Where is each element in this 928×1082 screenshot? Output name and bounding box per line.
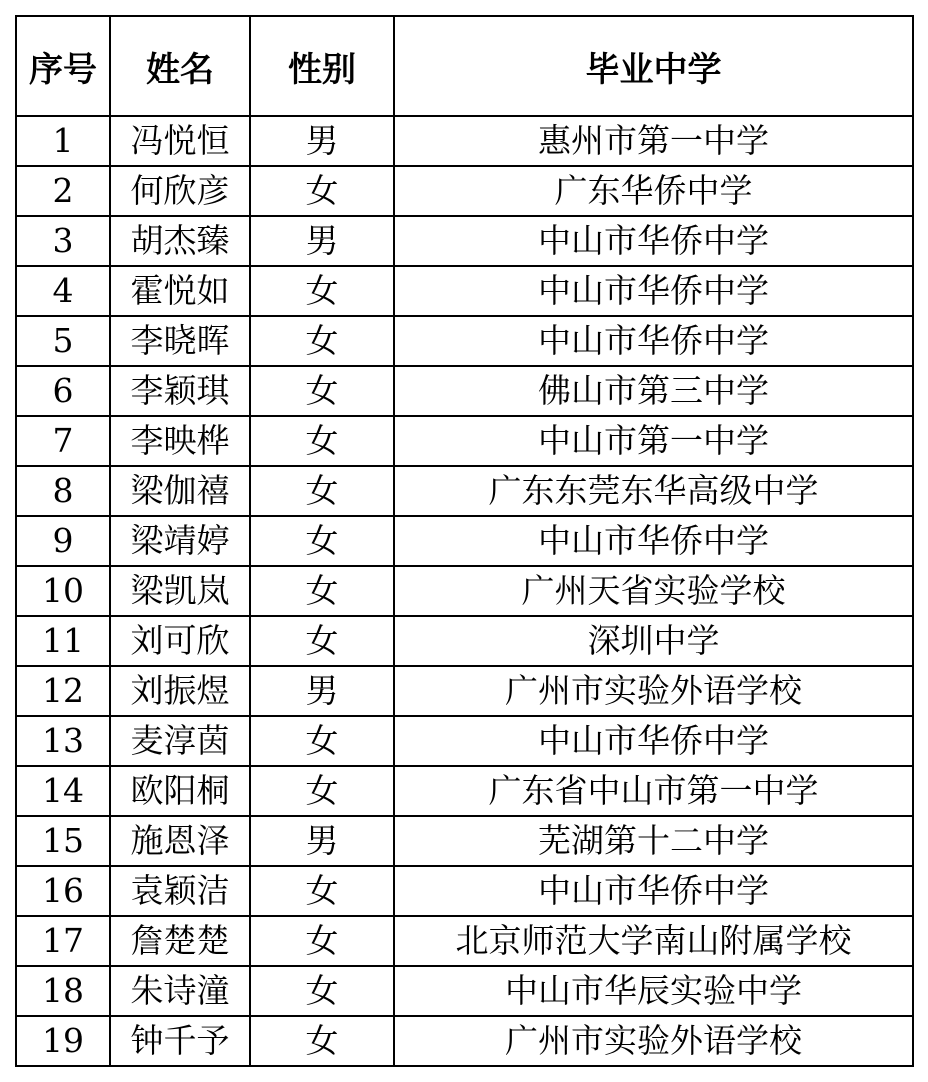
cell-graduated-school: 中山市华侨中学 xyxy=(394,316,913,366)
table-row xyxy=(16,1016,913,1066)
cell-serial-number: 16 xyxy=(16,866,110,916)
cell-serial-number: 6 xyxy=(16,366,110,416)
cell-graduated-school: 中山市华侨中学 xyxy=(394,866,913,916)
cell-serial-number: 13 xyxy=(16,716,110,766)
cell-serial-number: 11 xyxy=(16,616,110,666)
cell-name: 梁凯岚 xyxy=(110,566,250,616)
cell-gender: 男 xyxy=(250,216,394,266)
cell-gender: 女 xyxy=(250,266,394,316)
cell-serial-number: 17 xyxy=(16,916,110,966)
cell-name: 欧阳桐 xyxy=(110,766,250,816)
cell-serial-number: 1 xyxy=(16,116,110,166)
header-name: 姓名 xyxy=(110,16,250,116)
header-graduated-school: 毕业中学 xyxy=(394,16,913,116)
cell-serial-number: 3 xyxy=(16,216,110,266)
table-row xyxy=(16,116,913,166)
cell-name: 袁颖洁 xyxy=(110,866,250,916)
cell-graduated-school: 广州天省实验学校 xyxy=(394,566,913,616)
cell-serial-number: 7 xyxy=(16,416,110,466)
header-row xyxy=(16,16,913,116)
cell-name: 朱诗潼 xyxy=(110,966,250,1016)
table-row xyxy=(16,266,913,316)
cell-name: 刘振煜 xyxy=(110,666,250,716)
table-row xyxy=(16,916,913,966)
cell-name: 冯悦恒 xyxy=(110,116,250,166)
cell-name: 霍悦如 xyxy=(110,266,250,316)
table-body xyxy=(16,116,913,1066)
cell-serial-number: 2 xyxy=(16,166,110,216)
cell-name: 李颖琪 xyxy=(110,366,250,416)
cell-gender: 男 xyxy=(250,816,394,866)
cell-serial-number: 12 xyxy=(16,666,110,716)
table-row xyxy=(16,716,913,766)
cell-gender: 女 xyxy=(250,916,394,966)
table-row xyxy=(16,416,913,466)
cell-graduated-school: 中山市华侨中学 xyxy=(394,716,913,766)
table-row xyxy=(16,566,913,616)
table-header xyxy=(16,16,913,116)
table-row xyxy=(16,216,913,266)
cell-serial-number: 5 xyxy=(16,316,110,366)
cell-gender: 女 xyxy=(250,866,394,916)
table-row xyxy=(16,166,913,216)
cell-graduated-school: 广州市实验外语学校 xyxy=(394,1016,913,1066)
cell-graduated-school: 芜湖第十二中学 xyxy=(394,816,913,866)
cell-gender: 女 xyxy=(250,1016,394,1066)
cell-graduated-school: 广东省中山市第一中学 xyxy=(394,766,913,816)
cell-serial-number: 8 xyxy=(16,466,110,516)
cell-serial-number: 15 xyxy=(16,816,110,866)
cell-graduated-school: 北京师范大学南山附属学校 xyxy=(394,916,913,966)
cell-name: 梁靖婷 xyxy=(110,516,250,566)
table-row xyxy=(16,316,913,366)
cell-gender: 女 xyxy=(250,316,394,366)
cell-gender: 男 xyxy=(250,666,394,716)
cell-graduated-school: 中山市第一中学 xyxy=(394,416,913,466)
cell-name: 梁伽禧 xyxy=(110,466,250,516)
header-gender: 性别 xyxy=(250,16,394,116)
table-row xyxy=(16,516,913,566)
cell-graduated-school: 中山市华辰实验中学 xyxy=(394,966,913,1016)
cell-serial-number: 4 xyxy=(16,266,110,316)
table-row xyxy=(16,616,913,666)
cell-gender: 女 xyxy=(250,516,394,566)
cell-graduated-school: 深圳中学 xyxy=(394,616,913,666)
cell-gender: 女 xyxy=(250,966,394,1016)
table-row xyxy=(16,816,913,866)
student-roster-table xyxy=(15,15,914,1067)
header-serial-number: 序号 xyxy=(16,16,110,116)
cell-name: 胡杰臻 xyxy=(110,216,250,266)
cell-graduated-school: 中山市华侨中学 xyxy=(394,216,913,266)
table-row xyxy=(16,666,913,716)
cell-gender: 女 xyxy=(250,616,394,666)
cell-gender: 女 xyxy=(250,366,394,416)
cell-graduated-school: 中山市华侨中学 xyxy=(394,516,913,566)
cell-serial-number: 9 xyxy=(16,516,110,566)
cell-graduated-school: 广东华侨中学 xyxy=(394,166,913,216)
table-row xyxy=(16,766,913,816)
table-row xyxy=(16,466,913,516)
table-row xyxy=(16,366,913,416)
cell-serial-number: 10 xyxy=(16,566,110,616)
cell-name: 钟千予 xyxy=(110,1016,250,1066)
table-row xyxy=(16,866,913,916)
cell-gender: 女 xyxy=(250,566,394,616)
cell-serial-number: 19 xyxy=(16,1016,110,1066)
cell-name: 詹楚楚 xyxy=(110,916,250,966)
cell-serial-number: 14 xyxy=(16,766,110,816)
cell-gender: 女 xyxy=(250,416,394,466)
cell-graduated-school: 广东东莞东华高级中学 xyxy=(394,466,913,516)
cell-gender: 女 xyxy=(250,766,394,816)
cell-graduated-school: 广州市实验外语学校 xyxy=(394,666,913,716)
cell-name: 麦淳茵 xyxy=(110,716,250,766)
cell-serial-number: 18 xyxy=(16,966,110,1016)
cell-name: 李晓晖 xyxy=(110,316,250,366)
cell-gender: 女 xyxy=(250,466,394,516)
cell-name: 施恩泽 xyxy=(110,816,250,866)
cell-graduated-school: 佛山市第三中学 xyxy=(394,366,913,416)
cell-gender: 女 xyxy=(250,716,394,766)
cell-name: 李映桦 xyxy=(110,416,250,466)
cell-graduated-school: 惠州市第一中学 xyxy=(394,116,913,166)
cell-name: 刘可欣 xyxy=(110,616,250,666)
cell-gender: 女 xyxy=(250,166,394,216)
cell-graduated-school: 中山市华侨中学 xyxy=(394,266,913,316)
cell-gender: 男 xyxy=(250,116,394,166)
table-row xyxy=(16,966,913,1016)
cell-name: 何欣彦 xyxy=(110,166,250,216)
